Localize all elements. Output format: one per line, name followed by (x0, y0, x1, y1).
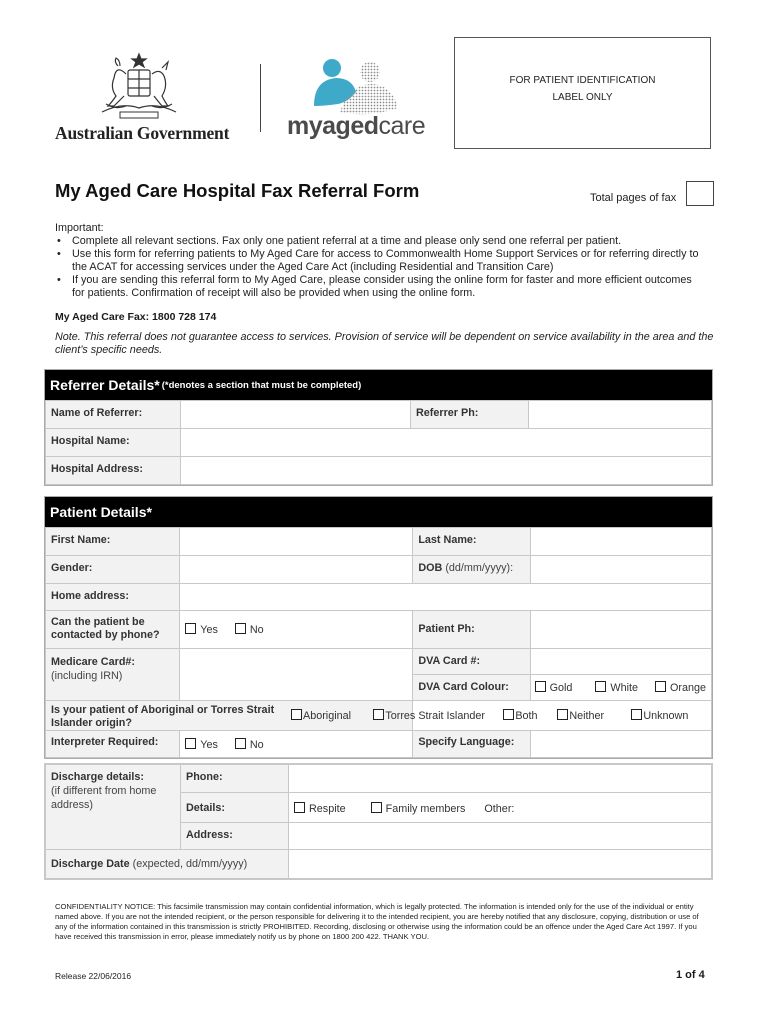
referrer-phone-label: Referrer Ph: (411, 401, 529, 429)
referrer-heading: Referrer Details* (50, 377, 160, 393)
referrer-phone-field[interactable] (529, 401, 712, 429)
dva-colour-options (530, 675, 711, 701)
atsi-neither-label: Neither (569, 710, 605, 722)
referrer-name-label: Name of Referrer: (46, 401, 181, 429)
colour-white-option[interactable] (595, 681, 638, 694)
referrer-table (45, 400, 712, 485)
patient-section-header (45, 497, 712, 527)
checkbox-icon[interactable] (595, 681, 606, 692)
checkbox-icon[interactable] (185, 623, 196, 634)
my-aged-care-wordmark (287, 112, 425, 141)
colour-orange-label: Orange (669, 682, 706, 694)
my-aged-care-logo-icon (310, 56, 400, 118)
contact-by-phone-label: Can the patient be contacted by phone? (46, 611, 180, 649)
medicare-field[interactable] (180, 649, 413, 701)
gender-field[interactable] (180, 556, 413, 584)
discharge-details-label: Details: (181, 793, 289, 823)
important-item: • Use this form for referring patients to My Aged Care for access to Commonwealth Home Support Services or for referring directly to the ACAT for accessing services under the Aged Care Act (including Residential and Transition Care) (55, 248, 705, 274)
atsi-label: Is your patient of Aboriginal or Torres Strait Islander origin? (51, 704, 275, 729)
medicare-label-cell (46, 649, 180, 701)
first-name-label: First Name: (46, 528, 180, 556)
contact-yes-option[interactable] (185, 623, 218, 636)
interpreter-yes-option[interactable] (185, 738, 218, 751)
atsi-torres-label: Torres Strait Islander (385, 710, 485, 722)
interpreter-label: Interpreter Required: (46, 731, 180, 758)
checkbox-icon[interactable] (371, 802, 382, 813)
atsi-aboriginal-option[interactable] (291, 709, 351, 723)
colour-orange-option[interactable] (655, 681, 706, 694)
service-note: Note. This referral does not guarantee access to services. Provision of service will be dependent on service availability in the area and the client’s specific needs. (55, 331, 714, 356)
contact-no-option[interactable] (235, 623, 264, 636)
colour-gold-option[interactable] (535, 681, 573, 694)
first-name-field[interactable] (180, 528, 413, 556)
interpreter-yes-label: Yes (200, 739, 218, 751)
hospital-name-label: Hospital Name: (46, 429, 181, 457)
gender-label: Gender: (46, 556, 180, 584)
atsi-both-option[interactable] (503, 709, 537, 722)
government-name: Australian Government (55, 123, 230, 143)
patient-table (45, 527, 712, 758)
checkbox-icon[interactable] (235, 623, 246, 634)
discharge-label: Discharge details: (51, 771, 145, 783)
dva-colour-label: DVA Card Colour: (413, 675, 530, 701)
patient-heading: Patient Details* (50, 504, 152, 520)
discharge-address-field[interactable] (289, 823, 712, 850)
atsi-neither-option[interactable] (557, 709, 604, 722)
last-name-label: Last Name: (413, 528, 530, 556)
checkbox-icon[interactable] (294, 802, 305, 813)
dva-card-label: DVA Card #: (413, 649, 530, 675)
atsi-cell (46, 701, 413, 731)
checkbox-icon[interactable] (185, 738, 196, 749)
total-pages-label: Total pages of fax (590, 192, 677, 204)
contact-by-phone-options (180, 611, 413, 649)
discharge-details-options (289, 793, 712, 823)
dob-label (413, 556, 530, 584)
last-name-field[interactable] (530, 528, 711, 556)
dob-field[interactable] (530, 556, 711, 584)
page-title: My Aged Care Hospital Fax Referral Form (55, 180, 420, 201)
interpreter-no-label: No (249, 739, 264, 751)
brand-my: my (287, 112, 323, 140)
patient-details-section (44, 496, 713, 759)
patient-label-line1: FOR PATIENT IDENTIFICATION (509, 75, 656, 86)
family-label: Family members (385, 803, 466, 815)
discharge-label-cell (46, 765, 181, 850)
atsi-torres-option[interactable] (373, 709, 485, 722)
interpreter-options (180, 731, 413, 758)
atsi-unknown-label: Unknown (643, 710, 689, 722)
patient-identification-label-box[interactable] (454, 37, 711, 149)
atsi-aboriginal-label: Aboriginal (303, 710, 352, 722)
checkbox-icon[interactable] (373, 709, 384, 720)
checkbox-icon[interactable] (631, 709, 642, 720)
confidentiality-notice: CONFIDENTIALITY NOTICE: This facsimile transmission may contain confidential information, which is legally protected. The information is intended only for the use of the individual or entity named above. If you are not the intended recipient, or the person responsible for delivering it to the intended recipient, you are hereby notified that any disclosure, copying, distribution or use of any of the information contained in this transmission is strictly PROHIBITED. Recording, disclosing or otherwise using the information could be an offence under the Aged Care Act 1997. If you have received this transmission in error, please immediately notify us by phone on 1800 200 422. THANK YOU. (55, 902, 699, 941)
dob-label-bold: DOB (418, 562, 443, 574)
total-pages-field[interactable] (686, 181, 714, 206)
important-item: • Complete all relevant sections. Fax only one patient referral at a time and please only send one referral per patient. (55, 235, 705, 248)
important-heading: Important: (55, 222, 104, 234)
other-label: Other: (484, 803, 515, 815)
language-field[interactable] (530, 731, 711, 758)
family-option[interactable] (371, 802, 466, 815)
release-date: Release 22/06/2016 (55, 971, 132, 981)
referrer-subheading: (*denotes a section that must be completed) (161, 379, 362, 391)
discharge-table (45, 764, 712, 879)
discharge-date-hint: (expected, dd/mm/yyyy) (132, 858, 248, 870)
discharge-date-label (46, 850, 289, 879)
brand-care: care (378, 112, 426, 140)
home-address-field[interactable] (180, 584, 712, 611)
discharge-phone-field[interactable] (289, 765, 712, 793)
discharge-phone-label: Phone: (181, 765, 289, 793)
language-label: Specify Language: (413, 731, 530, 758)
checkbox-icon[interactable] (535, 681, 546, 692)
patient-label-line2: LABEL ONLY (552, 92, 613, 103)
referrer-name-field[interactable] (181, 401, 411, 429)
discharge-section (44, 763, 713, 880)
referrer-section-header (45, 370, 712, 400)
contact-no-label: No (249, 624, 264, 636)
patient-phone-label: Patient Ph: (413, 611, 530, 649)
colour-gold-label: Gold (549, 682, 573, 694)
important-notes (55, 222, 705, 300)
dva-card-field[interactable] (530, 649, 711, 675)
checkbox-icon[interactable] (557, 709, 568, 720)
atsi-options (385, 701, 712, 731)
checkbox-icon[interactable] (235, 738, 246, 749)
atsi-both-label: Both (515, 710, 538, 722)
page-number: 1 of 4 (676, 969, 705, 981)
hospital-address-label: Hospital Address: (46, 457, 181, 485)
medicare-hint: (including IRN) (51, 670, 123, 682)
dob-hint: (dd/mm/yyyy): (445, 562, 514, 574)
medicare-label: Medicare Card#: (51, 656, 136, 668)
patient-phone-field[interactable] (530, 611, 711, 649)
fax-number: My Aged Care Fax: 1800 728 174 (55, 311, 217, 323)
logo-divider (260, 64, 261, 132)
home-address-label: Home address: (46, 584, 180, 611)
checkbox-icon[interactable] (655, 681, 666, 692)
colour-white-label: White (610, 682, 638, 694)
brand-aged: aged (322, 112, 379, 140)
checkbox-icon[interactable] (503, 709, 514, 720)
referrer-details-section (44, 369, 713, 486)
discharge-date-field[interactable] (289, 850, 712, 879)
hospital-address-field[interactable] (181, 457, 712, 485)
atsi-unknown-option[interactable] (631, 709, 688, 722)
discharge-date-bold: Discharge Date (51, 858, 130, 870)
discharge-address-label: Address: (181, 823, 289, 850)
important-item: • If you are sending this referral form to My Aged Care, please consider using the online form for faster and more efficient outcomes for patients. Confirmation of receipt will also be provided when using the online form. (55, 274, 705, 300)
checkbox-icon[interactable] (291, 709, 302, 720)
hospital-name-field[interactable] (181, 429, 712, 457)
respite-label: Respite (309, 803, 346, 815)
contact-yes-label: Yes (200, 624, 218, 636)
respite-option[interactable] (294, 802, 346, 815)
interpreter-no-option[interactable] (235, 738, 264, 751)
discharge-hint: (if different from home address) (51, 785, 157, 811)
coat-of-arms-icon (98, 52, 180, 122)
